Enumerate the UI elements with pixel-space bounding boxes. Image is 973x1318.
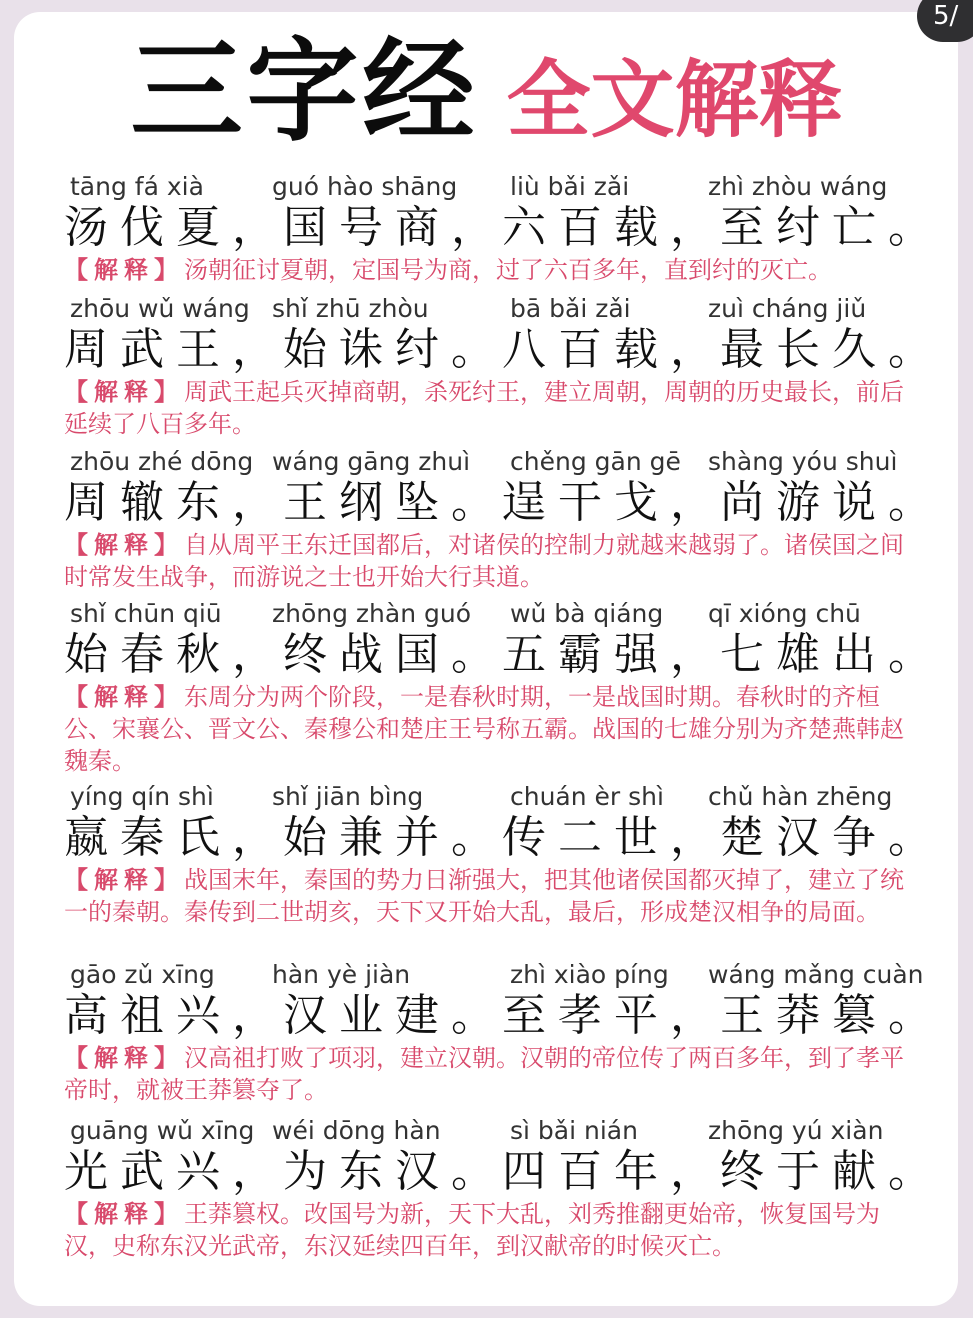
explanation-text [64,376,904,440]
explanation-tag: 【解释】 [64,866,184,894]
verse-phrase: 至孝平， [502,990,726,1041]
explanation-text [64,864,904,928]
pinyin-text: liù bǎi zǎi [510,172,630,201]
pinyin-text: shǐ jiān bìng [272,782,424,811]
pinyin-text: qī xióng chū [708,599,861,628]
pinyin-text: zhōng yú xiàn [708,1116,884,1145]
verse-phrase: 始春秋， [64,629,288,680]
pinyin-text: guó hào shāng [272,172,458,201]
verse-phrase: 高祖兴， [64,990,288,1041]
title-row [0,22,973,162]
pinyin-text: wǔ bà qiáng [510,599,664,628]
verse-phrase: 汤伐夏， [64,202,288,253]
pinyin-text: yíng qín shì [70,782,214,811]
pinyin-text: chuán èr shì [510,782,664,811]
pinyin-text: shǐ chūn qiū [70,599,222,628]
explanation-tag: 【解释】 [64,1044,184,1072]
explanation-body: 汉高祖打败了项羽，建立汉朝。汉朝的帝位传了两百多年，到了孝平帝时，就被王莽篡夺了。 [64,1044,904,1104]
pinyin-text: chǔ hàn zhēng [708,782,893,811]
verse-phrase: 楚汉争。 [720,812,944,863]
explanation-text [64,529,904,593]
page-indicator-text: 5/ [933,1,959,31]
verse-phrase: 尚游说。 [720,477,944,528]
verse-phrase: 王纲坠。 [283,477,507,528]
pinyin-text: zhōng zhàn guó [272,599,472,628]
verse-phrase: 五霸强， [502,629,726,680]
explanation-text [64,1198,904,1262]
pinyin-text: gāo zǔ xīng [70,960,215,989]
pinyin-text: hàn yè jiàn [272,960,411,989]
pinyin-text: wáng gāng zhuì [272,447,471,476]
verse-phrase: 七雄出。 [720,629,944,680]
pinyin-text: guāng wǔ xīng [70,1116,255,1145]
pinyin-text: zhōu zhé dōng [70,447,254,476]
explanation-text [64,1042,904,1106]
pinyin-text: chěng gān gē [510,447,681,476]
verse-phrase: 最长久。 [720,324,944,375]
explanation-body: 王莽篡权。改国号为新，天下大乱，刘秀推翻更始帝，恢复国号为汉，史称东汉光武帝，东汉延续四百年，到汉献帝的时候灭亡。 [64,1200,880,1260]
verse-phrase: 六百载， [502,202,726,253]
explanation-body: 汤朝征讨夏朝，定国号为商，过了六百多年，直到纣的灭亡。 [184,256,832,284]
explanation-text [64,681,904,777]
verse-phrase: 周辙东， [64,477,288,528]
explanation-tag: 【解释】 [64,683,184,711]
verse-phrase: 四百年， [502,1146,726,1197]
verse-phrase: 传二世， [502,812,726,863]
verse-phrase: 光武兴， [64,1146,288,1197]
pinyin-text: bā bǎi zǎi [510,294,631,323]
pinyin-text: zhì zhòu wáng [708,172,888,201]
explanation-body: 东周分为两个阶段，一是春秋时期，一是战国时期。春秋时的齐桓公、宋襄公、晋文公、秦穆公和楚庄王号称五霸。战国的七雄分别为齐楚燕韩赵魏秦。 [64,683,904,775]
verse-phrase: 八百载， [502,324,726,375]
verse-phrase: 汉业建。 [283,990,507,1041]
verse-phrase: 周武王， [64,324,288,375]
pinyin-text: zhì xiào píng [510,960,669,989]
explanation-body: 自从周平王东迁国都后，对诸侯的控制力就越来越弱了。诸侯国之间时常发生战争，而游说之士也开始大行其道。 [64,531,904,591]
pinyin-text: wéi dōng hàn [272,1116,441,1145]
explanation-body: 战国末年，秦国的势力日渐强大，把其他诸侯国都灭掉了，建立了统一的秦朝。秦传到二世胡亥，天下又开始大乱，最后，形成楚汉相争的局面。 [64,866,904,926]
verse-phrase: 至纣亡。 [720,202,944,253]
pinyin-text: sì bǎi nián [510,1116,638,1145]
verse-phrase: 始诛纣。 [283,324,507,375]
explanation-text [64,254,904,286]
explanation-tag: 【解释】 [64,531,184,559]
verse-phrase: 逞干戈， [502,477,726,528]
pinyin-text: wáng mǎng cuàn [708,960,924,989]
verse-phrase: 终于献。 [720,1146,944,1197]
verse-phrase: 始兼并。 [283,812,507,863]
explanation-tag: 【解释】 [64,378,184,406]
pinyin-text: tāng fá xià [70,172,204,201]
pinyin-text: shǐ zhū zhòu [272,294,429,323]
explanation-tag: 【解释】 [64,256,184,284]
verse-phrase: 王莽篡。 [720,990,944,1041]
explanation-tag: 【解释】 [64,1200,184,1228]
verse-phrase: 为东汉。 [283,1146,507,1197]
verse-phrase: 终战国。 [283,629,507,680]
verse-phrase: 国号商， [283,202,507,253]
page-subtitle: 全文解释 [506,51,843,149]
page-title: 三字经 [130,27,479,157]
pinyin-text: zuì cháng jiǔ [708,294,867,323]
explanation-body: 周武王起兵灭掉商朝，杀死纣王，建立周朝，周朝的历史最长，前后延续了八百多年。 [64,378,904,438]
verse-phrase: 嬴秦氏， [64,812,288,863]
pinyin-text: shàng yóu shuì [708,447,898,476]
pinyin-text: zhōu wǔ wáng [70,294,250,323]
